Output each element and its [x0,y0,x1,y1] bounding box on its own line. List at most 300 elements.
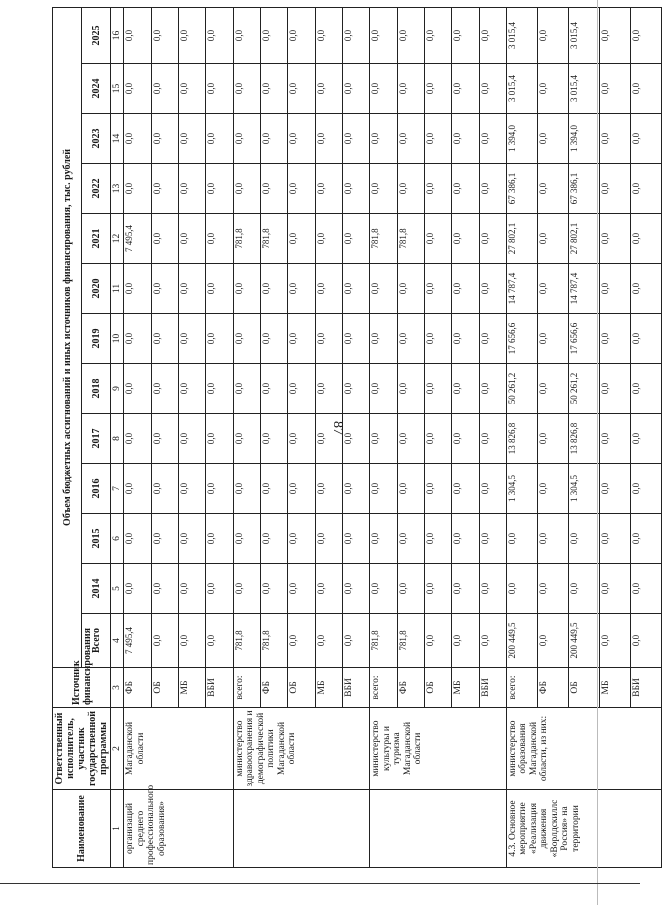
year-value-cell: 0,0 [206,64,233,114]
year-value-cell: 0,0 [179,164,206,214]
total-value-cell: 0,0 [630,614,661,668]
year-value-cell: 0,0 [206,564,233,614]
col-number: 13 [111,164,124,214]
year-value-cell: 0,0 [124,164,151,214]
col-number: 15 [111,64,124,114]
year-value-cell: 0,0 [233,464,260,514]
year-value-cell: 0,0 [537,214,568,264]
year-value-cell: 0,0 [261,364,288,414]
year-value-cell: 0,0 [151,564,178,614]
year-value-cell: 0,0 [425,364,452,414]
total-value-cell: 0,0 [206,614,233,668]
year-value-cell: 0,0 [537,164,568,214]
rotated-table-container [52,8,642,868]
year-value-cell: 0,0 [343,264,370,314]
year-value-cell: 0,0 [151,514,178,564]
year-value-cell: 0,0 [151,414,178,464]
source-cell: ВБИ [479,668,506,708]
header-year: 2018 [82,364,111,414]
year-value-cell: 0,0 [206,114,233,164]
year-value-cell: 0,0 [507,514,538,564]
year-value-cell: 0,0 [370,364,397,414]
year-value-cell: 0,0 [479,114,506,164]
year-value-cell: 0,0 [370,564,397,614]
col-number: 2 [111,708,124,790]
year-value-cell: 0,0 [425,264,452,314]
year-value-cell: 0,0 [630,314,661,364]
year-value-cell: 0,0 [599,514,630,564]
year-value-cell: 14 787,4 [507,264,538,314]
year-value-cell: 0,0 [179,264,206,314]
header-year: 2015 [82,514,111,564]
year-value-cell: 0,0 [124,7,151,63]
year-value-cell: 0,0 [397,64,424,114]
year-value-cell: 781,8 [370,214,397,264]
year-value-cell: 0,0 [124,114,151,164]
year-value-cell: 0,0 [537,7,568,63]
year-value-cell: 0,0 [479,464,506,514]
col-number: 16 [111,7,124,63]
year-value-cell: 67 386,1 [507,164,538,214]
year-value-cell: 0,0 [479,64,506,114]
executor-cell: министерство культуры и туризма Магаданской области [370,708,507,790]
year-value-cell: 0,0 [315,464,342,514]
header-row-1 [53,7,82,867]
year-value-cell: 0,0 [206,7,233,63]
year-value-cell: 0,0 [425,64,452,114]
year-value-cell: 0,0 [599,64,630,114]
year-value-cell: 0,0 [261,264,288,314]
total-value-cell: 0,0 [179,614,206,668]
year-value-cell: 0,0 [343,364,370,414]
year-value-cell: 0,0 [537,464,568,514]
source-cell: ВБИ [206,668,233,708]
scan-edge-line [597,0,598,905]
year-value-cell: 0,0 [537,564,568,614]
year-value-cell: 0,0 [179,514,206,564]
year-value-cell: 0,0 [397,514,424,564]
year-value-cell: 0,0 [599,564,630,614]
year-value-cell: 0,0 [452,364,479,414]
col-number: 7 [111,464,124,514]
year-value-cell: 0,0 [233,564,260,614]
year-value-cell: 17 656,6 [507,314,538,364]
year-value-cell: 0,0 [630,514,661,564]
year-value-cell: 0,0 [179,464,206,514]
year-value-cell: 0,0 [479,414,506,464]
header-year: 2022 [82,164,111,214]
source-cell: ОБ [151,668,178,708]
year-value-cell: 3 015,4 [507,7,538,63]
year-value-cell: 0,0 [288,164,315,214]
year-value-cell: 0,0 [124,414,151,464]
year-value-cell: 0,0 [343,7,370,63]
year-value-cell: 0,0 [397,364,424,414]
year-value-cell: 1 304,5 [507,464,538,514]
year-value-cell: 0,0 [315,314,342,364]
year-value-cell: 0,0 [630,564,661,614]
col-number: 11 [111,264,124,314]
total-value-cell: 0,0 [343,614,370,668]
year-value-cell: 781,8 [261,214,288,264]
year-value-cell: 0,0 [599,214,630,264]
year-value-cell: 0,0 [479,7,506,63]
year-value-cell: 0,0 [206,414,233,464]
year-value-cell: 1 304,5 [568,464,599,514]
total-value-cell: 0,0 [452,614,479,668]
year-value-cell: 0,0 [425,414,452,464]
source-cell: всего: [507,668,538,708]
year-value-cell: 0,0 [397,164,424,214]
year-value-cell: 0,0 [261,464,288,514]
year-value-cell: 0,0 [233,164,260,214]
measure-name-cell [233,790,370,868]
total-value-cell: 781,8 [261,614,288,668]
year-value-cell: 0,0 [206,314,233,364]
total-value-cell: 200 449,5 [568,614,599,668]
year-value-cell: 0,0 [343,214,370,264]
total-value-cell: 0,0 [479,614,506,668]
year-value-cell: 0,0 [452,564,479,614]
year-value-cell: 0,0 [151,7,178,63]
year-value-cell: 0,0 [179,364,206,414]
year-value-cell: 0,0 [370,7,397,63]
header-name: Наименование [53,790,111,868]
year-value-cell: 1 394,0 [507,114,538,164]
col-number: 14 [111,114,124,164]
year-value-cell: 0,0 [233,314,260,364]
total-value-cell: 0,0 [288,614,315,668]
year-value-cell: 0,0 [370,264,397,314]
year-value-cell: 0,0 [233,414,260,464]
year-value-cell: 0,0 [233,114,260,164]
header-year: 2023 [82,114,111,164]
total-value-cell: 0,0 [315,614,342,668]
year-value-cell: 0,0 [397,564,424,614]
year-value-cell: 0,0 [452,514,479,564]
year-value-cell: 0,0 [261,164,288,214]
year-value-cell: 0,0 [343,414,370,464]
year-value-cell: 0,0 [343,114,370,164]
col-number: 1 [111,790,124,868]
year-value-cell: 0,0 [537,64,568,114]
year-value-cell: 27 802,1 [507,214,538,264]
year-value-cell: 0,0 [425,514,452,564]
total-value-cell: 781,8 [233,614,260,668]
year-value-cell: 0,0 [452,414,479,464]
year-value-cell: 0,0 [599,414,630,464]
year-value-cell: 0,0 [425,164,452,214]
year-value-cell: 0,0 [370,414,397,464]
source-cell: МБ [179,668,206,708]
year-value-cell: 0,0 [630,64,661,114]
measure-name-cell: организаций среднего профессионального образования» [124,790,233,868]
year-value-cell: 0,0 [479,264,506,314]
year-value-cell: 0,0 [315,114,342,164]
total-value-cell: 0,0 [425,614,452,668]
year-value-cell: 0,0 [425,7,452,63]
year-value-cell: 0,0 [479,564,506,614]
source-cell: всего: [370,668,397,708]
header-year: 2024 [82,64,111,114]
year-value-cell: 0,0 [151,114,178,164]
year-value-cell: 0,0 [124,264,151,314]
year-value-cell: 0,0 [124,564,151,614]
year-value-cell: 0,0 [479,314,506,364]
total-value-cell: 781,8 [397,614,424,668]
year-value-cell: 0,0 [397,114,424,164]
year-value-cell: 0,0 [315,214,342,264]
footer-rule [0,883,640,884]
year-value-cell: 0,0 [261,64,288,114]
year-value-cell: 0,0 [288,7,315,63]
year-value-cell: 0,0 [630,214,661,264]
year-value-cell: 0,0 [288,114,315,164]
year-value-cell: 0,0 [452,114,479,164]
year-value-cell: 50 261,2 [568,364,599,414]
year-value-cell: 0,0 [630,114,661,164]
year-value-cell: 0,0 [288,64,315,114]
year-value-cell: 0,0 [206,464,233,514]
year-value-cell: 0,0 [370,464,397,514]
year-value-cell: 0,0 [599,314,630,364]
year-value-cell: 0,0 [179,414,206,464]
header-executor: Ответственный исполнитель, участник государственной программы [53,708,111,790]
year-value-cell: 0,0 [537,264,568,314]
table-row [233,7,260,867]
year-value-cell: 0,0 [233,364,260,414]
table-row [124,7,151,867]
year-value-cell: 0,0 [315,564,342,614]
year-value-cell: 0,0 [151,314,178,364]
year-value-cell: 0,0 [343,514,370,564]
year-value-cell: 781,8 [397,214,424,264]
year-value-cell: 0,0 [537,114,568,164]
source-cell: ВБИ [343,668,370,708]
year-value-cell: 27 802,1 [568,214,599,264]
year-value-cell: 0,0 [151,464,178,514]
year-value-cell: 0,0 [452,264,479,314]
year-value-cell: 0,0 [124,364,151,414]
year-value-cell: 0,0 [261,414,288,464]
year-value-cell: 781,8 [233,214,260,264]
col-number: 3 [111,668,124,708]
year-value-cell: 0,0 [370,64,397,114]
col-number: 5 [111,564,124,614]
year-value-cell: 0,0 [151,214,178,264]
year-value-cell: 0,0 [425,564,452,614]
year-value-cell: 0,0 [261,564,288,614]
year-value-cell: 0,0 [479,514,506,564]
year-value-cell: 0,0 [315,364,342,414]
year-value-cell: 0,0 [233,514,260,564]
year-value-cell: 0,0 [425,314,452,364]
table-body [124,7,662,867]
page-number: 87 [330,421,345,435]
year-value-cell: 0,0 [599,114,630,164]
year-value-cell: 0,0 [124,464,151,514]
year-value-cell: 0,0 [315,164,342,214]
year-value-cell: 3 015,4 [568,7,599,63]
table-stage [52,8,642,868]
year-value-cell: 0,0 [370,314,397,364]
year-value-cell: 14 787,4 [568,264,599,314]
year-value-cell: 0,0 [507,564,538,614]
year-value-cell: 0,0 [452,464,479,514]
year-value-cell: 7 495,4 [124,214,151,264]
year-value-cell: 0,0 [370,114,397,164]
year-value-cell: 0,0 [630,364,661,414]
header-volume: Объем бюджетных ассигнований и иных источников финансирования, тыс. рублей [53,7,82,667]
year-value-cell: 3 015,4 [568,64,599,114]
header-year: 2021 [82,214,111,264]
year-value-cell: 0,0 [452,214,479,264]
year-value-cell: 0,0 [537,414,568,464]
year-value-cell: 67 386,1 [568,164,599,214]
year-value-cell: 0,0 [151,364,178,414]
year-value-cell: 0,0 [233,7,260,63]
total-value-cell: 781,8 [370,614,397,668]
total-value-cell: 200 449,5 [507,614,538,668]
header-year: 2020 [82,264,111,314]
source-cell: ФБ [124,668,151,708]
year-value-cell: 0,0 [288,464,315,514]
year-value-cell: 0,0 [151,64,178,114]
col-number: 9 [111,364,124,414]
year-value-cell: 0,0 [630,7,661,63]
year-value-cell: 0,0 [288,264,315,314]
year-value-cell: 0,0 [206,264,233,314]
financing-table [52,7,662,868]
year-value-cell: 0,0 [124,64,151,114]
year-value-cell: 0,0 [288,414,315,464]
year-value-cell: 0,0 [452,64,479,114]
year-value-cell: 13 826,8 [507,414,538,464]
year-value-cell: 0,0 [179,64,206,114]
year-value-cell: 0,0 [452,314,479,364]
year-value-cell: 0,0 [315,414,342,464]
year-value-cell: 0,0 [568,514,599,564]
source-cell: всего: [233,668,260,708]
year-value-cell: 0,0 [288,314,315,364]
executor-cell: министерство образования Магаданской области, из них: [507,708,662,790]
year-value-cell: 0,0 [343,464,370,514]
year-value-cell: 0,0 [630,464,661,514]
year-value-cell: 0,0 [206,164,233,214]
year-value-cell: 0,0 [479,364,506,414]
year-value-cell: 0,0 [397,314,424,364]
year-value-cell: 0,0 [537,514,568,564]
source-cell: ОБ [288,668,315,708]
year-value-cell: 0,0 [206,514,233,564]
year-value-cell: 0,0 [599,7,630,63]
year-value-cell: 0,0 [452,7,479,63]
source-cell: ФБ [261,668,288,708]
col-number: 8 [111,414,124,464]
total-value-cell: 7 495,4 [124,614,151,668]
year-value-cell: 0,0 [288,214,315,264]
year-value-cell: 0,0 [568,564,599,614]
executor-cell: министерство здравоохранения и демографической политики Магаданской области [233,708,370,790]
year-value-cell: 0,0 [599,364,630,414]
year-value-cell: 0,0 [343,314,370,364]
year-value-cell: 0,0 [206,214,233,264]
year-value-cell: 0,0 [179,314,206,364]
header-source: Источник финансирования [53,668,111,708]
year-value-cell: 0,0 [397,264,424,314]
measure-name-cell: 4.3. Основное мероприятие «Реализация движения «Ворлдскиллс Россия» на территории [507,790,662,868]
year-value-cell: 0,0 [537,364,568,414]
year-value-cell: 0,0 [179,114,206,164]
year-value-cell: 0,0 [315,264,342,314]
total-value-cell: 0,0 [151,614,178,668]
year-value-cell: 0,0 [397,7,424,63]
year-value-cell: 0,0 [452,164,479,214]
source-cell: ОБ [568,668,599,708]
total-value-cell: 0,0 [537,614,568,668]
year-value-cell: 3 015,4 [507,64,538,114]
year-value-cell: 0,0 [315,64,342,114]
year-value-cell: 0,0 [599,164,630,214]
year-value-cell: 17 656,6 [568,314,599,364]
year-value-cell: 0,0 [630,264,661,314]
year-value-cell: 0,0 [261,7,288,63]
year-value-cell: 0,0 [599,464,630,514]
year-value-cell: 13 826,8 [568,414,599,464]
year-value-cell: 0,0 [425,114,452,164]
year-value-cell: 0,0 [343,564,370,614]
year-value-cell: 0,0 [370,164,397,214]
year-value-cell: 0,0 [151,164,178,214]
year-value-cell: 0,0 [397,464,424,514]
year-value-cell: 0,0 [343,164,370,214]
year-value-cell: 0,0 [261,314,288,364]
year-value-cell: 0,0 [206,364,233,414]
header-year: 2025 [82,7,111,63]
year-value-cell: 0,0 [233,264,260,314]
year-value-cell: 1 394,0 [568,114,599,164]
year-value-cell: 0,0 [179,564,206,614]
measure-name-cell [370,790,507,868]
year-value-cell: 0,0 [537,314,568,364]
year-value-cell: 0,0 [233,64,260,114]
year-value-cell: 0,0 [179,214,206,264]
year-value-cell: 0,0 [151,264,178,314]
year-value-cell: 0,0 [343,64,370,114]
year-value-cell: 0,0 [315,7,342,63]
source-cell: ВБИ [630,668,661,708]
year-value-cell: 0,0 [261,114,288,164]
year-value-cell: 0,0 [479,214,506,264]
source-cell: МБ [599,668,630,708]
source-cell: ФБ [397,668,424,708]
source-cell: ФБ [537,668,568,708]
header-total: Всего [82,614,111,668]
year-value-cell: 0,0 [630,414,661,464]
col-number: 6 [111,514,124,564]
header-year: 2014 [82,564,111,614]
header-year: 2016 [82,464,111,514]
executor-cell: Магаданской области [124,708,233,790]
year-value-cell: 0,0 [425,464,452,514]
total-value-cell: 0,0 [599,614,630,668]
year-value-cell: 0,0 [630,164,661,214]
year-value-cell: 50 261,2 [507,364,538,414]
col-number: 10 [111,314,124,364]
year-value-cell: 0,0 [397,414,424,464]
table-row [370,7,397,867]
year-value-cell: 0,0 [599,264,630,314]
